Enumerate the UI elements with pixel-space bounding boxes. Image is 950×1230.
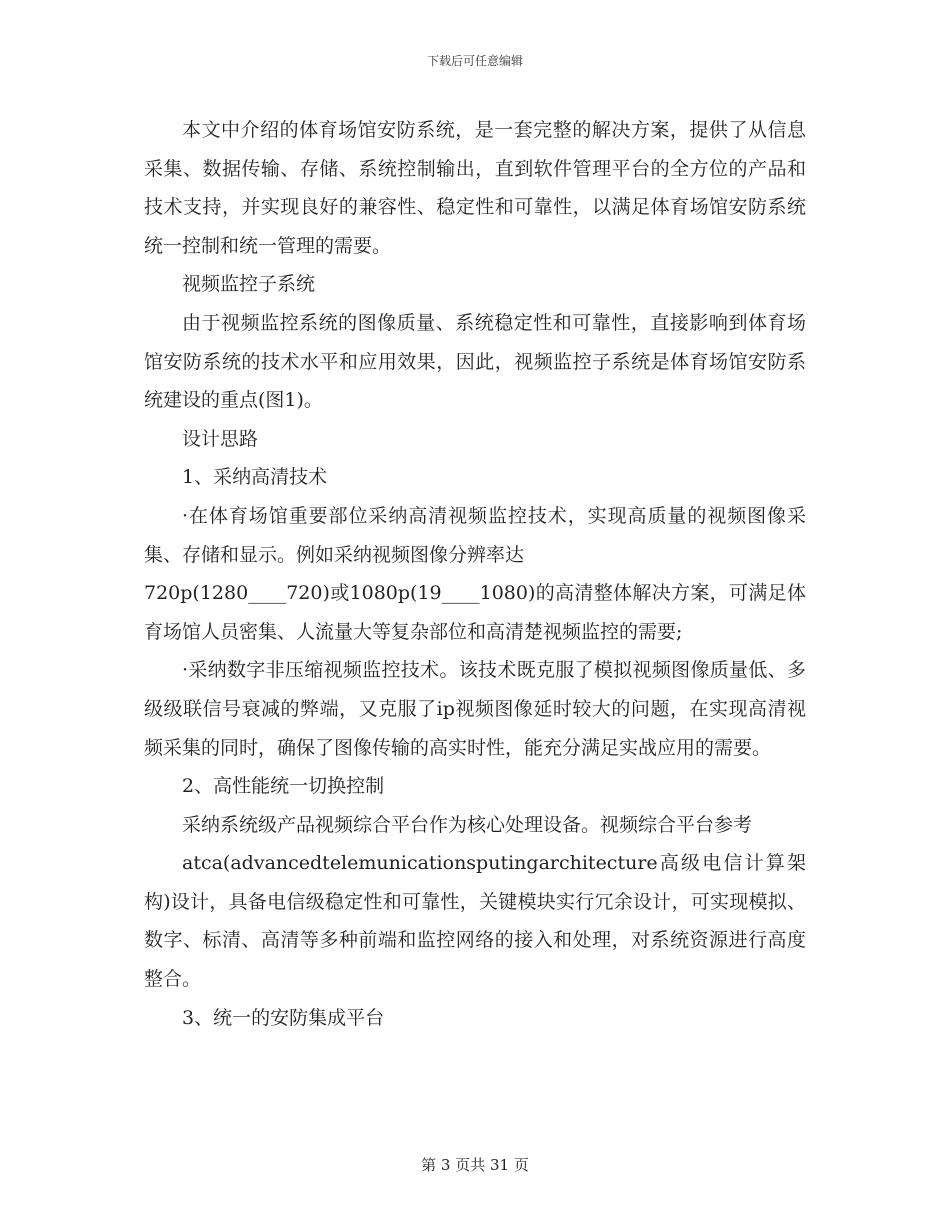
bullet-uncompressed: ·采纳数字非压缩视频监控技术。该技术既克服了模拟视频图像质量低、多级级联信号衰减的弊端，又克服了ip视频图像延时较大的问题，在实现高清视频采集的同时，确保了图像传输的高实时性，能充分满足实战应用的需要。 [144, 659, 806, 759]
section-heading-video-subsystem: 视频监控子系统 [182, 273, 316, 296]
paragraph-platform: 采纳系统级产品视频综合平台作为核心处理设备。视频综合平台参考 [182, 813, 753, 836]
page-footer: 第 3 页共 31 页 [421, 1156, 529, 1174]
section-heading-design-approach: 设计思路 [182, 427, 259, 450]
item-heading-hd-tech: 1、采纳高清技术 [182, 466, 328, 489]
page-header: 下载后可任意编辑 [426, 54, 523, 68]
paragraph-intro: 本文中介绍的体育场馆安防系统，是一套完整的解决方案，提供了从信息采集、数据传输、存储、系统控制输出，直到软件管理平台的全方位的产品和技术支持，并实现良好的兼容性、稳定性和可靠性，以满足体育场馆安防系统统一控制和统一管理的需要。 [144, 119, 806, 257]
item-heading-integration-platform: 3、统一的安防集成平台 [182, 1006, 385, 1029]
paragraph-video-importance: 由于视频监控系统的图像质量、系统稳定性和可靠性，直接影响到体育场馆安防系统的技术水平和应用效果，因此，视频监控子系统是体育场馆安防系统建设的重点(图1)。 [144, 311, 806, 412]
bullet-hd-monitoring: ·在体育场馆重要部位采纳高清视频监控技术，实现高质量的视频图像采集、存储和显示。例如采纳视频图像分辨率达 [144, 504, 806, 566]
paragraph-atca: atca(advancedtelemunicationsputingarchitecture高级电信计算架构)设计，具备电信级稳定性和可靠性，关键模块实行冗余设计，可实现模拟、数字、标清、高清等多种前端和监控网络的接入和处理，对系统资源进行高度整合。 [144, 852, 806, 991]
item-heading-switch-control: 2、高性能统一切换控制 [182, 775, 385, 798]
paragraph-resolution: 720p(1280____720)或1080p(19____1080)的高清整体解决方案，可满足体育场馆人员密集、人流量大等复杂部位和高清楚视频监控的需要; [144, 582, 806, 643]
document-body [144, 111, 806, 1037]
